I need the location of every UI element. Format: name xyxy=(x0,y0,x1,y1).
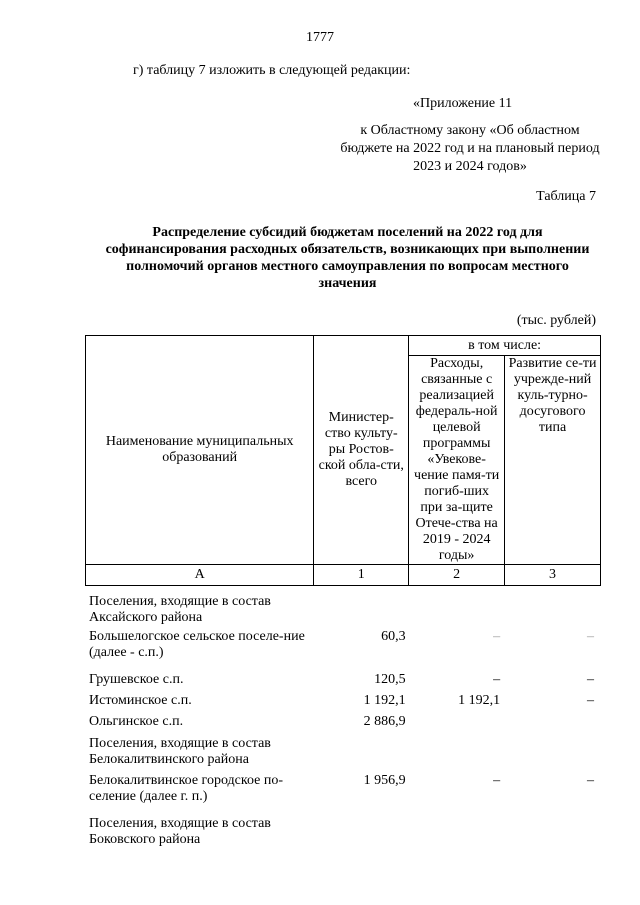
row-col2: – xyxy=(493,629,501,644)
row-col2: – xyxy=(493,773,501,788)
row-total: 2 886,9 xyxy=(363,714,406,729)
table-title: Распределение субсидий бюджетам поселений на 2022 год для софинансирования расходных обязательств, возникающих при выполнении полномочий органов местного самоуправления по вопросам местного значения xyxy=(105,225,590,291)
row-col3 xyxy=(507,736,601,773)
appendix-label: «Приложение 11 xyxy=(413,96,513,111)
table-row xyxy=(85,714,601,736)
table-row xyxy=(85,594,601,628)
row-col3: – xyxy=(587,629,594,644)
table-row xyxy=(85,693,601,714)
row-col3: – xyxy=(587,773,594,788)
row-name: Большелогское сельское поселе-ние (далее - с.п.) xyxy=(89,629,305,660)
data-table xyxy=(85,594,601,852)
row-col3: – xyxy=(587,693,594,708)
table-number: Таблица 7 xyxy=(536,189,596,204)
row-name: Ольгинское с.п. xyxy=(89,714,184,729)
header-index-1: 1 xyxy=(314,565,409,586)
header-name: Наименование муниципальных образований xyxy=(86,336,314,565)
row-name: Белокалитвинское городское по-селение (далее г. п.) xyxy=(89,773,284,804)
row-col3 xyxy=(507,714,601,736)
row-col2 xyxy=(413,594,508,628)
table-row xyxy=(85,628,601,672)
header-sub1: Расходы, связанные с реализацией федераль-ной целевой программы «Увекове-чение памя-ти погиб-ших при за-щите Отече-ства на 2019 - 2024 годы» xyxy=(409,356,505,565)
row-total: 120,5 xyxy=(374,672,406,687)
header-sub2: Развитие се-ти учрежде-ний куль-турно-досугового типа xyxy=(505,356,601,565)
table-row xyxy=(85,672,601,693)
row-total xyxy=(319,594,413,628)
row-total xyxy=(319,736,413,773)
row-col2: 1 192,1 xyxy=(458,693,501,708)
row-name: Истоминское с.п. xyxy=(89,693,192,708)
table-row xyxy=(85,816,601,852)
units-label: (тыс. рублей) xyxy=(516,313,596,328)
row-col3 xyxy=(507,816,601,852)
row-col3: – xyxy=(587,672,594,687)
header-index-3: 3 xyxy=(505,565,601,586)
row-total xyxy=(319,816,413,852)
header-index-2: 2 xyxy=(409,565,505,586)
header-including: в том числе: xyxy=(409,336,601,356)
row-name: Поселения, входящие в состав Белокалитвинского района xyxy=(89,736,271,767)
row-col2: – xyxy=(493,672,501,687)
row-name: Грушевское с.п. xyxy=(89,672,184,687)
row-total: 1 956,9 xyxy=(363,773,406,788)
header-index-a: А xyxy=(86,565,314,586)
row-col3 xyxy=(507,594,601,628)
row-col2 xyxy=(413,736,508,773)
row-col2 xyxy=(413,714,508,736)
page-number: 1777 xyxy=(306,30,334,45)
row-name: Поселения, входящие в состав Аксайского района xyxy=(89,594,271,625)
row-col2 xyxy=(413,816,508,852)
table-row xyxy=(85,736,601,773)
row-total: 1 192,1 xyxy=(363,693,406,708)
header-total: Министер-ство культу-ры Ростов-ской обла-сти, всего xyxy=(314,336,409,565)
row-name: Поселения, входящие в состав Боковского района xyxy=(89,816,271,847)
row-total: 60,3 xyxy=(381,629,406,644)
table-row xyxy=(85,773,601,816)
intro-text: г) таблицу 7 изложить в следующей редакции: xyxy=(133,63,411,78)
law-reference: к Областному закону «Об областном бюджете на 2022 год и на плановый период 2023 и 2024 годов» xyxy=(340,123,600,174)
header-table xyxy=(85,335,601,586)
